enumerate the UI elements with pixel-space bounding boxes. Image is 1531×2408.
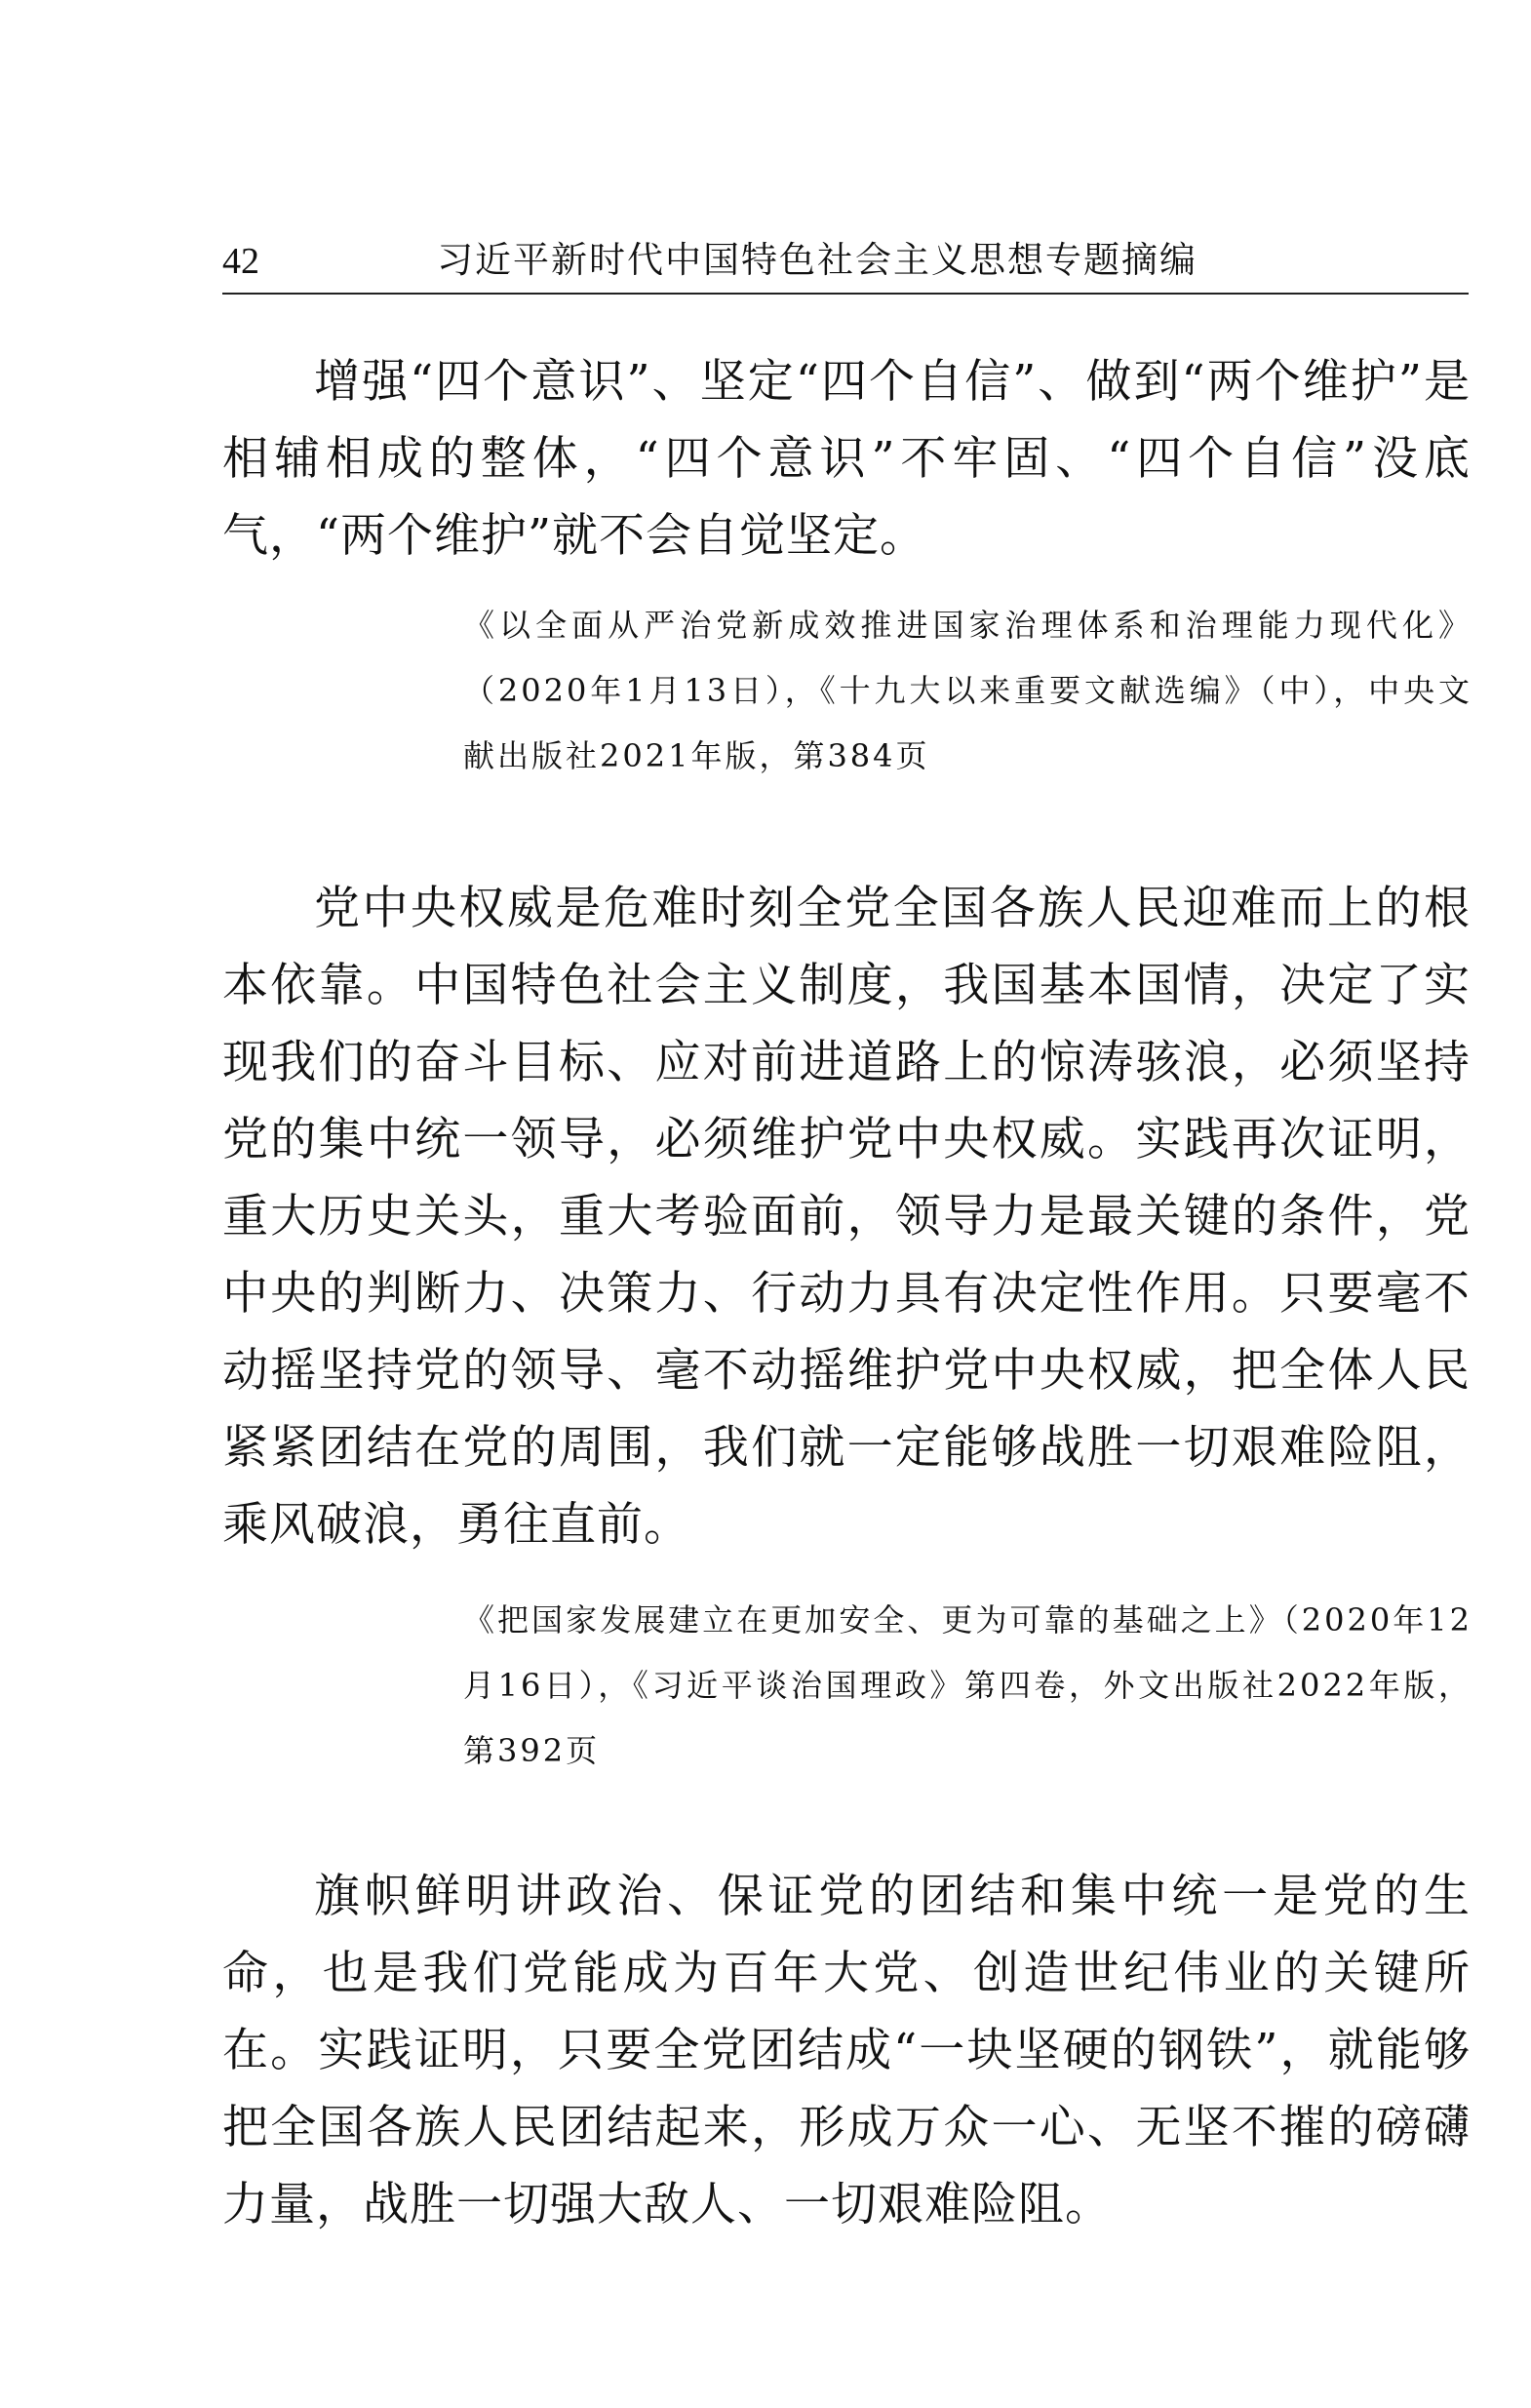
book-title: 习近平新时代中国特色社会主义思想专题摘编 — [437, 239, 1197, 281]
excerpt-paragraph-2: 党中央权威是危难时刻全党全国各族人民迎难而上的根本依靠。中国特色社会主义制度，我国基本国情，决定了实现我们的奋斗目标、应对前进道路上的惊涛骇浪，必须坚持党的集中统一领导，必须维护党中央权威。实践再次证明，重大历史关头，重大考验面前，领导力是最关键的条件，党中央的判断力、决策力、行动力具有决定性作用。只要毫不动摇坚持党的领导、毫不动摇维护党中央权威，把全体人民紧紧团结在党的周围，我们就一定能够战胜一切艰难险阻，乘风破浪，勇往直前。 — [222, 882, 1471, 1552]
citation-1: 《以全面从严治党新成效推进国家治理体系和治理能力现代化》（2020年1月13日），《十九大以来重要文献选编》（中），中央文献出版社2021年版，第384页 — [463, 607, 1472, 774]
running-header — [222, 234, 1469, 295]
page-number: 42 — [222, 241, 259, 282]
excerpt-paragraph-3: 旗帜鲜明讲政治、保证党的团结和集中统一是党的生命，也是我们党能成为百年大党、创造世纪伟业的关键所在。实践证明，只要全党团结成“一块坚硬的钢铁”，就能够把全国各族人民团结起来，形成万众一心、无坚不摧的磅礴力量，战胜一切强大敌人、一切艰难险阻。 — [222, 1870, 1471, 2231]
excerpt-paragraph-1: 增强“四个意识”、坚定“四个自信”、做到“两个维护”是相辅相成的整体，“四个意识”不牢固、“四个自信”没底气，“两个维护”就不会自觉坚定。 — [222, 355, 1471, 563]
citation-2: 《把国家发展建立在更加安全、更为可靠的基础之上》（2020年12月16日），《习近平谈治国理政》第四卷，外文出版社2022年版，第392页 — [463, 1601, 1472, 1769]
